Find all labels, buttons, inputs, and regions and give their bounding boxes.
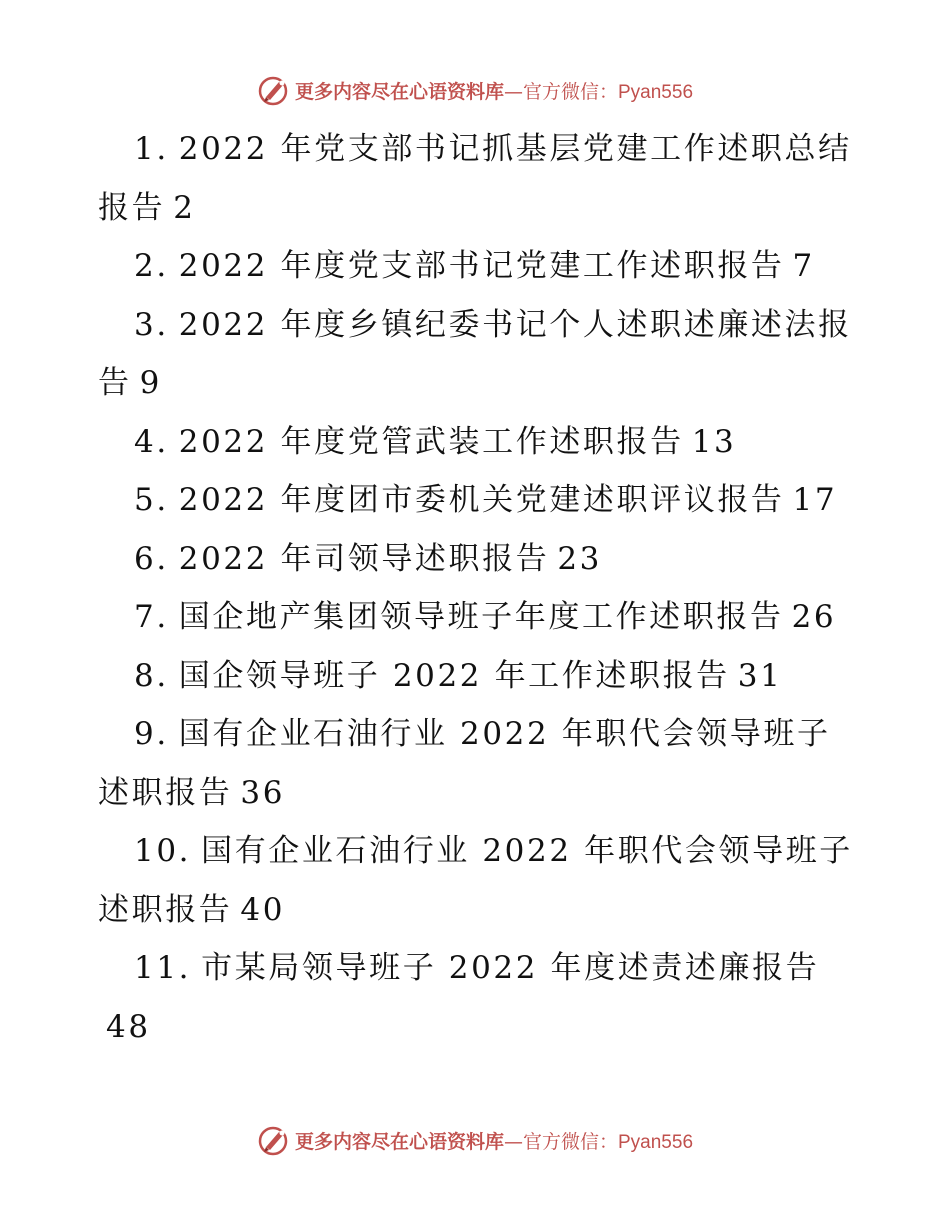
- toc-entry-page: 26: [791, 599, 837, 635]
- banner-wechat-label: 官方微信：: [522, 80, 618, 103]
- pen-logo-icon: [257, 1123, 291, 1157]
- toc-entry-page: 40: [240, 891, 286, 928]
- toc-entry-number: 4.: [134, 423, 169, 460]
- toc-entry[interactable]: [98, 939, 858, 1056]
- toc-entry-title: 国企地产集团领导班子年度工作述职报告: [178, 599, 784, 635]
- toc-entry-page: 23: [557, 540, 602, 577]
- banner-main-text: 更多内容尽在心语资料库: [294, 80, 504, 103]
- toc-entry-title: 市某局领导班子 2022 年度述责述廉报告: [201, 950, 820, 986]
- toc-entry-number: 1.: [134, 131, 169, 167]
- header-banner: [0, 70, 950, 110]
- banner-separator: —: [503, 1130, 523, 1153]
- toc-entry-number: 11.: [134, 950, 192, 986]
- toc-entry-title: 2022 年度党支部书记党建工作述职报告: [178, 248, 785, 284]
- toc-entry-number: 2.: [134, 248, 169, 284]
- toc-entry-title: 国有企业石油行业 2022 年职代会领导班子述职报告: [98, 833, 853, 928]
- toc-entry-title: 2022 年度乡镇纪委书记个人述职述廉述法报告: [98, 306, 852, 401]
- toc-entry-title: 2022 年度团市委机关党建述职评议报告: [178, 482, 785, 518]
- toc-entry-page: 31: [737, 657, 783, 694]
- toc-entry-title: 2022 年党支部书记抓基层党建工作述职总结报告: [98, 131, 852, 226]
- banner-wechat-id: Pyan556: [618, 1131, 694, 1153]
- toc-entry[interactable]: [98, 296, 858, 413]
- toc-entry-number: 6.: [134, 540, 169, 577]
- toc-entry-number: 8.: [134, 657, 169, 694]
- toc-entry-title: 2022 年司领导述职报告: [178, 540, 550, 577]
- toc-entry-title: 2022 年度党管武装工作述职报告: [178, 423, 684, 460]
- banner-main-text: 更多内容尽在心语资料库: [294, 1130, 504, 1153]
- toc-entry-number: 3.: [134, 306, 169, 343]
- toc-entry-title: 国企领导班子 2022 年工作述职报告: [178, 657, 730, 694]
- toc-entry-page: 36: [240, 774, 286, 811]
- toc-entry-page: 13: [691, 423, 737, 460]
- toc-entry[interactable]: [98, 588, 858, 647]
- footer-banner: [0, 1120, 950, 1160]
- banner-separator: —: [503, 80, 523, 103]
- toc-entry[interactable]: [98, 120, 858, 237]
- toc-entry-number: 10.: [134, 833, 192, 869]
- toc-entry-page: 7: [792, 248, 815, 284]
- toc-entry[interactable]: [98, 237, 858, 296]
- toc-entry[interactable]: [98, 530, 858, 589]
- pen-logo-icon: [257, 73, 291, 107]
- toc-entry-page: 2: [173, 189, 196, 226]
- toc-entry-page: 48: [106, 1008, 151, 1045]
- toc-entry-title: 国有企业石油行业 2022 年职代会领导班子述职报告: [98, 716, 831, 811]
- toc-entry-number: 9.: [134, 716, 169, 752]
- banner-wechat-id: Pyan556: [618, 81, 694, 103]
- toc-entry-number: 5.: [134, 482, 169, 518]
- table-of-contents: [98, 120, 858, 1056]
- toc-entry[interactable]: [98, 647, 858, 706]
- toc-entry[interactable]: [98, 822, 858, 939]
- toc-entry[interactable]: [98, 471, 858, 530]
- toc-entry-page: 17: [792, 482, 838, 518]
- toc-entry-page: 9: [139, 365, 162, 401]
- toc-entry-number: 7.: [134, 599, 169, 635]
- banner-wechat-label: 官方微信：: [522, 1130, 618, 1153]
- toc-entry[interactable]: [98, 705, 858, 822]
- toc-entry[interactable]: [98, 413, 858, 472]
